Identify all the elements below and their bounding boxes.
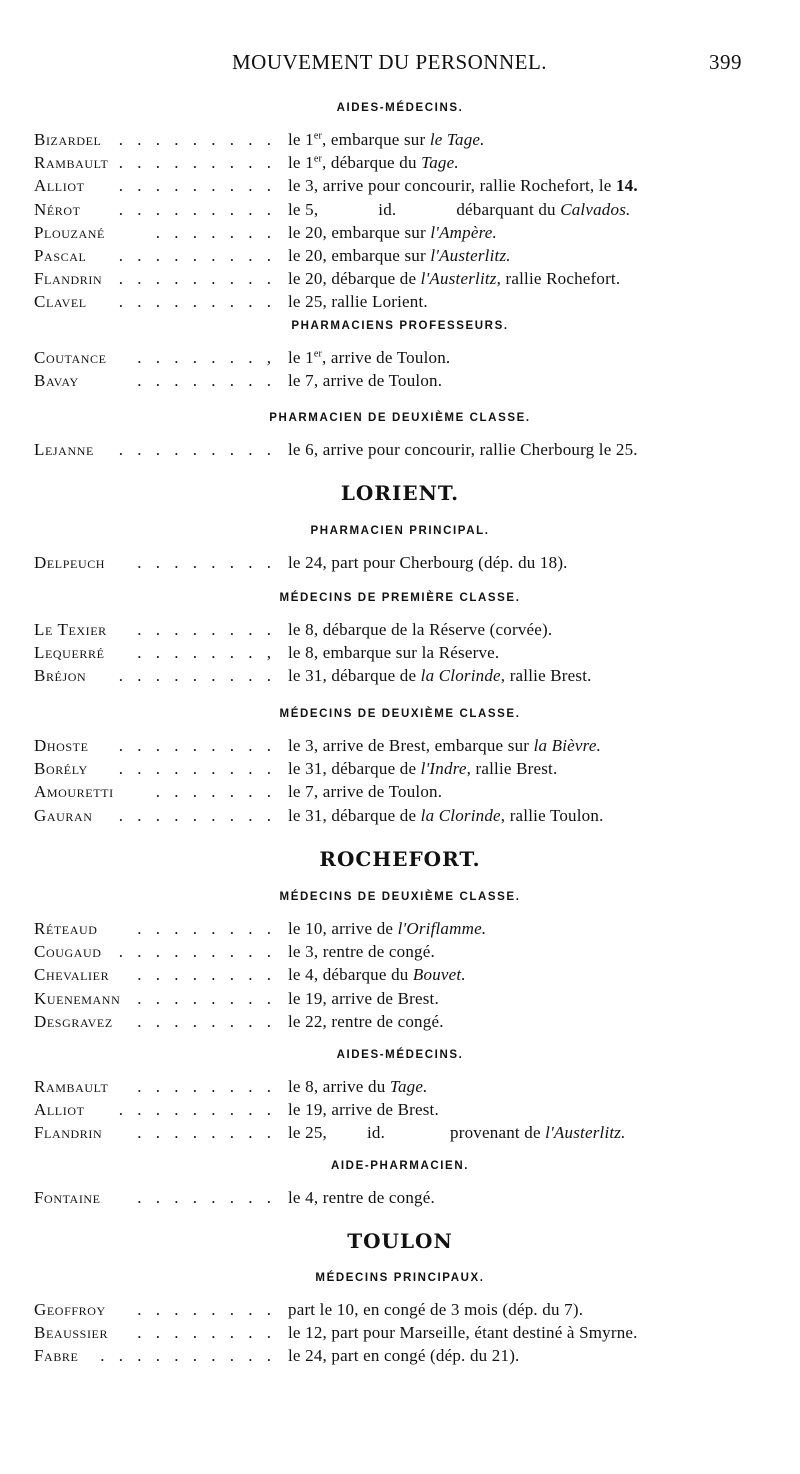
leader-dots: . . . . . . . . . bbox=[118, 942, 276, 962]
leader-dots: . . . . . . . . bbox=[137, 1077, 276, 1096]
entry-row bbox=[34, 1123, 754, 1147]
person-name: Desgravez bbox=[34, 1011, 113, 1031]
movement-text: le 24, part en congé (dép. du 21). bbox=[288, 1346, 520, 1366]
entry-row bbox=[34, 371, 754, 395]
person-name: Rambault bbox=[34, 1077, 109, 1096]
movement-text: le 8, arrive du Tage. bbox=[288, 1077, 428, 1096]
leader-dots: . . . . . . . . . bbox=[118, 153, 276, 173]
leader-dots: . . . . . . . . bbox=[137, 1011, 276, 1031]
entry-row bbox=[34, 269, 754, 293]
leader-dots: . . . . . . . . . . bbox=[100, 1346, 276, 1366]
leader-dots: . . . . . . . . bbox=[137, 1188, 276, 1207]
ship-name: la Clorinde bbox=[420, 805, 501, 825]
section-heading: MÉDECINS DE PREMIÈRE CLASSE. bbox=[279, 592, 521, 604]
person-name: Bréjon bbox=[34, 666, 87, 686]
leader-dots: . . . . . . . , bbox=[137, 348, 276, 367]
leader-dots: . . . . . . . . . bbox=[118, 1100, 276, 1120]
leader-dots: . . . . . . . , bbox=[137, 643, 276, 663]
entry-row bbox=[34, 620, 754, 644]
superscript: er bbox=[313, 130, 322, 142]
leader-dots: . . . . . . . . bbox=[137, 553, 276, 572]
person-name: Alliot bbox=[34, 176, 85, 196]
person-name: Flandrin bbox=[34, 1123, 103, 1143]
ship-name: Bouvet. bbox=[412, 965, 466, 985]
person-name: Plouzané bbox=[34, 222, 105, 242]
leader-dots: . . . . . . . . . bbox=[118, 176, 276, 196]
entry-row bbox=[34, 1012, 754, 1036]
ship-name: le Tage. bbox=[429, 130, 485, 149]
person-name: Bavay bbox=[34, 371, 79, 391]
movement-text: part le 10, en congé de 3 mois (dép. du 7). bbox=[288, 1300, 584, 1319]
leader-dots: . . . . . . . . bbox=[137, 1323, 276, 1343]
leader-dots: . . . . . . . . bbox=[137, 1300, 276, 1319]
leader-dots: . . . . . . . . . bbox=[118, 759, 276, 779]
ship-name: la Clorinde bbox=[420, 666, 501, 686]
ship-name: Calvados. bbox=[560, 199, 631, 219]
section-heading: MÉDECINS PRINCIPAUX. bbox=[315, 1272, 485, 1284]
person-name: Kuenemann bbox=[34, 988, 121, 1008]
ship-name: la Bièvre. bbox=[533, 736, 602, 755]
person-name: Bizardel bbox=[34, 130, 102, 149]
movement-text: le 3, arrive pour concourir, rallie Rochefort, le 14. bbox=[288, 176, 638, 196]
person-name: Lequerré bbox=[34, 643, 105, 663]
person-name: Gauran bbox=[34, 805, 93, 825]
leader-dots: . . . . . . . . . bbox=[118, 292, 276, 312]
movement-text: le 24, part pour Cherbourg (dép. du 18). bbox=[288, 553, 568, 572]
movement-text: le 12, part pour Marseille, étant destiné à Smyrne. bbox=[288, 1323, 638, 1343]
ship-name: l'Austerlitz bbox=[420, 269, 497, 289]
person-name: Fabre bbox=[34, 1346, 79, 1366]
person-name: Pascal bbox=[34, 246, 87, 265]
person-name: Flandrin bbox=[34, 269, 103, 289]
leader-dots: . . . . . . . . bbox=[137, 919, 276, 938]
superscript: er bbox=[313, 153, 322, 165]
entry-row bbox=[34, 643, 754, 667]
city-heading-rochefort: ROCHEFORT. bbox=[319, 847, 481, 871]
entry-row bbox=[34, 666, 754, 690]
entry-row bbox=[34, 153, 754, 177]
movement-text: le 6, arrive pour concourir, rallie Cherbourg le 25. bbox=[288, 440, 638, 459]
section-heading: MÉDECINS DE DEUXIÈME CLASSE. bbox=[279, 891, 521, 903]
movement-text: le 22, rentre de congé. bbox=[288, 1011, 444, 1031]
person-name: Lejanne bbox=[34, 440, 94, 459]
ship-name: Tage. bbox=[421, 153, 459, 173]
entry-row bbox=[34, 246, 754, 270]
leader-dots: . . . . . . . . . bbox=[118, 269, 276, 289]
ship-name: Tage. bbox=[389, 1077, 428, 1096]
movement-text: le 20, embarque sur l'Ampère. bbox=[288, 222, 497, 242]
movement-text: le 7, arrive de Toulon. bbox=[288, 371, 443, 391]
leader-dots: . . . . . . . . . bbox=[118, 199, 276, 219]
person-name: Nérot bbox=[34, 199, 81, 219]
movement-text: le 10, arrive de l'Oriflamme. bbox=[288, 919, 487, 938]
entry-row bbox=[34, 965, 754, 989]
leader-dots: . . . . . . . . . bbox=[118, 805, 276, 825]
movement-text: le 25, id. provenant de l'Austerlitz. bbox=[288, 1123, 626, 1143]
person-name: Fontaine bbox=[34, 1188, 101, 1207]
person-name: Chevalier bbox=[34, 965, 110, 985]
movement-text: le 1er, débarque du Tage. bbox=[288, 153, 459, 173]
entry-row bbox=[34, 176, 754, 200]
person-name: Amouretti bbox=[34, 782, 114, 802]
leader-dots: . . . . . . . . . bbox=[118, 666, 276, 686]
leader-dots: . . . . . . . . bbox=[137, 371, 276, 391]
movement-text: le 5, id. débarquant du Calvados. bbox=[288, 199, 631, 219]
section-heading: PHARMACIEN PRINCIPAL. bbox=[310, 525, 490, 537]
person-name: Alliot bbox=[34, 1100, 85, 1120]
section-heading: AIDES-MÉDECINS. bbox=[336, 102, 464, 114]
person-name: Clavel bbox=[34, 292, 87, 312]
ship-name: l'Indre bbox=[420, 759, 467, 779]
leader-dots: . . . . . . . . bbox=[137, 1123, 276, 1143]
leader-dots: . . . . . . . . bbox=[137, 620, 276, 639]
leader-dots: . . . . . . . . . bbox=[118, 440, 276, 459]
section-heading: MÉDECINS DE DEUXIÈME CLASSE. bbox=[279, 708, 521, 720]
person-name: Beaussier bbox=[34, 1323, 109, 1343]
entry-row bbox=[34, 223, 754, 247]
city-heading-lorient: LORIENT. bbox=[340, 481, 460, 505]
entry-row bbox=[34, 130, 754, 154]
movement-text: le 31, débarque de l'Indre, rallie Brest. bbox=[288, 759, 558, 779]
person-name: Rambault bbox=[34, 153, 109, 173]
city-heading-toulon: TOULON bbox=[347, 1229, 453, 1253]
entry-row bbox=[34, 989, 754, 1013]
entry-row bbox=[34, 806, 754, 830]
entry-row bbox=[34, 1100, 754, 1124]
movement-text: le 19, arrive de Brest. bbox=[288, 988, 439, 1008]
entry-row bbox=[34, 553, 754, 577]
entry-row bbox=[34, 292, 754, 316]
movement-text: le 7, arrive de Toulon. bbox=[288, 782, 443, 802]
movement-text: le 8, embarque sur la Réserve. bbox=[288, 643, 500, 663]
leader-dots: . . . . . . . . bbox=[137, 965, 276, 985]
entry-row bbox=[34, 736, 754, 760]
leader-dots: . . . . . . . bbox=[155, 782, 276, 802]
entry-row bbox=[34, 759, 754, 783]
section-heading: AIDES-MÉDECINS. bbox=[336, 1049, 464, 1061]
movement-text: le 19, arrive de Brest. bbox=[288, 1100, 439, 1120]
person-name: Le Texier bbox=[34, 620, 107, 639]
entry-row bbox=[34, 348, 754, 372]
person-name: Coutance bbox=[34, 348, 107, 367]
entry-row bbox=[34, 782, 754, 806]
movement-text: le 3, rentre de congé. bbox=[288, 942, 435, 962]
entry-row bbox=[34, 1323, 754, 1347]
movement-text: le 4, rentre de congé. bbox=[288, 1188, 435, 1207]
leader-dots: . . . . . . . bbox=[155, 222, 276, 242]
entry-row bbox=[34, 1300, 754, 1324]
movement-text: le 3, arrive de Brest, embarque sur la Bièvre. bbox=[288, 736, 602, 755]
bold-number: 14. bbox=[615, 176, 638, 196]
person-name: Cougaud bbox=[34, 942, 102, 962]
movement-text: le 1er, embarque sur le Tage. bbox=[288, 130, 485, 149]
person-name: Réteaud bbox=[34, 919, 98, 938]
entry-row bbox=[34, 440, 754, 464]
section-heading: PHARMACIEN DE DEUXIÈME CLASSE. bbox=[269, 412, 531, 424]
movement-text: le 31, débarque de la Clorinde, rallie Brest. bbox=[288, 666, 592, 686]
movement-text: le 25, rallie Lorient. bbox=[288, 292, 428, 312]
leader-dots: . . . . . . . . . bbox=[118, 246, 276, 265]
person-name: Dhoste bbox=[34, 736, 89, 755]
movement-text: le 20, débarque de l'Austerlitz, rallie Rochefort. bbox=[288, 269, 621, 289]
leader-dots: . . . . . . . . . bbox=[118, 130, 276, 149]
movement-text: le 20, embarque sur l'Austerlitz. bbox=[288, 246, 511, 265]
entry-row bbox=[34, 200, 754, 224]
leader-dots: . . . . . . . . bbox=[137, 988, 276, 1008]
entry-row bbox=[34, 1077, 754, 1101]
ship-name: l'Oriflamme. bbox=[397, 919, 487, 938]
entry-row bbox=[34, 942, 754, 966]
entry-row bbox=[34, 1188, 754, 1212]
movement-text: le 4, débarque du Bouvet. bbox=[288, 965, 466, 985]
page-number: 399 bbox=[709, 50, 742, 74]
superscript: er bbox=[313, 348, 322, 360]
entry-row bbox=[34, 919, 754, 943]
section-heading: AIDE-PHARMACIEN. bbox=[330, 1160, 470, 1172]
movement-text: le 8, débarque de la Réserve (corvée). bbox=[288, 620, 553, 639]
leader-dots: . . . . . . . . . bbox=[118, 736, 276, 755]
entry-row bbox=[34, 1346, 754, 1370]
ship-name: l'Austerlitz. bbox=[545, 1123, 626, 1143]
page-header-title: MOUVEMENT DU PERSONNEL. bbox=[232, 50, 548, 74]
person-name: Borély bbox=[34, 759, 88, 779]
ship-name: l'Ampère. bbox=[430, 222, 497, 242]
movement-text: le 31, débarque de la Clorinde, rallie Toulon. bbox=[288, 805, 604, 825]
person-name: Delpeuch bbox=[34, 553, 106, 572]
person-name: Geoffroy bbox=[34, 1300, 106, 1319]
ship-name: l'Austerlitz. bbox=[430, 246, 511, 265]
movement-text: le 1er, arrive de Toulon. bbox=[288, 348, 451, 367]
section-heading: PHARMACIENS PROFESSEURS. bbox=[291, 320, 509, 332]
